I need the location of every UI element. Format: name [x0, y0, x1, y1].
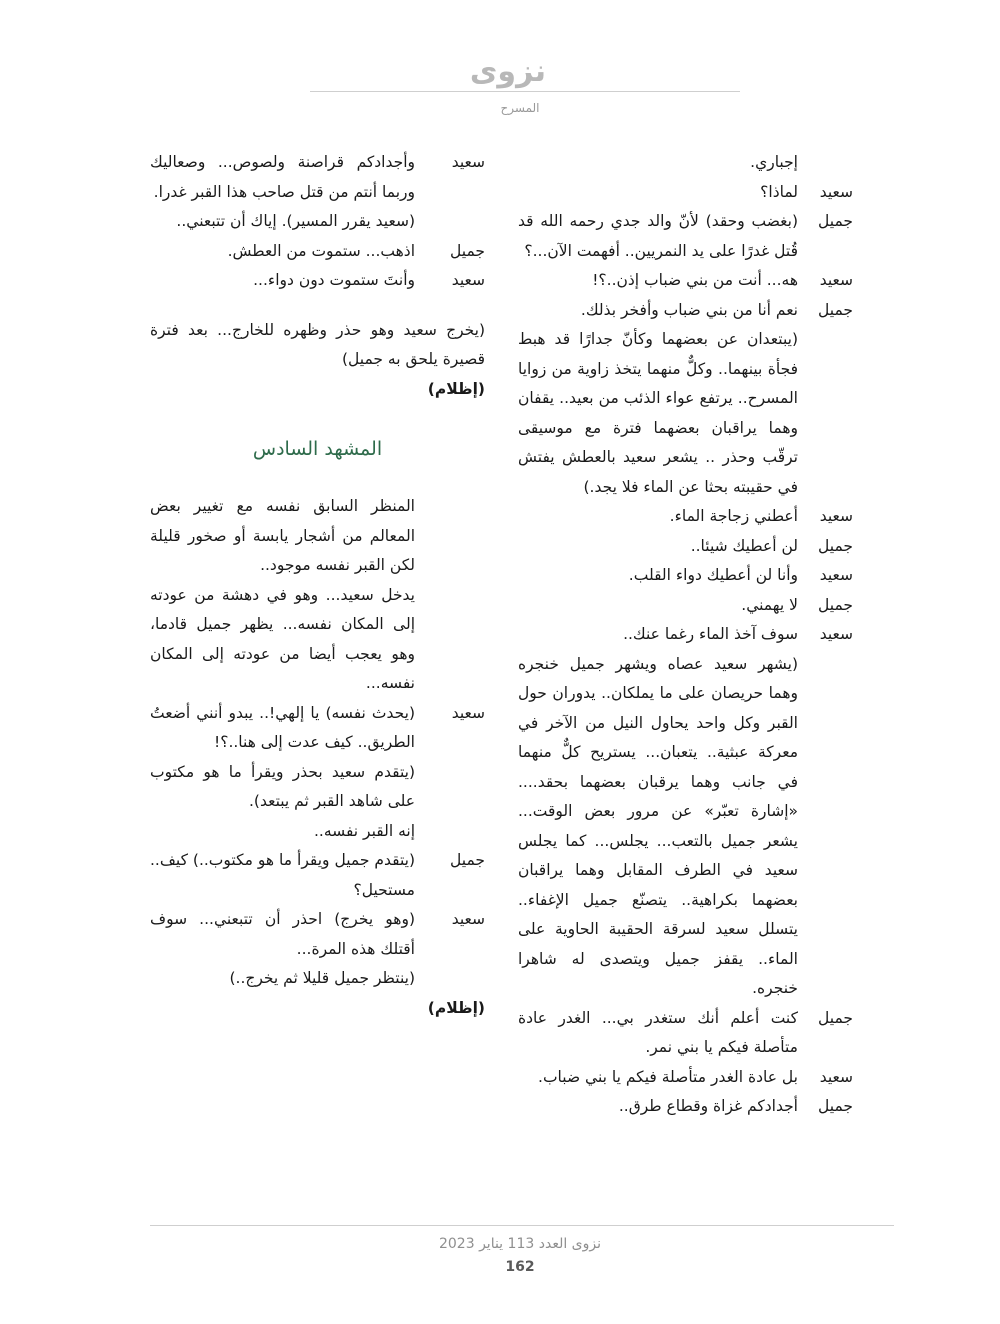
spacer	[150, 296, 485, 316]
speaker-name: جميل	[818, 536, 853, 555]
dialogue-text: أجدادكم غزاة وقطاع طرق..	[618, 1097, 798, 1115]
speaker-name: سعيد	[451, 703, 485, 722]
dialogue-line	[150, 817, 485, 847]
speaker-name: سعيد	[819, 507, 853, 525]
dialogue-text: إجباري.	[750, 153, 798, 171]
speaker-name: سعيد	[451, 271, 485, 289]
dialogue-text: (سعيد يقرر المسير). إياك أن تتبعني..	[176, 212, 415, 230]
dialogue-text: (ينتظر جميل قليلا ثم يخرج..)	[229, 969, 415, 987]
dialogue-line	[150, 207, 485, 237]
speaker-name: جميل	[818, 212, 853, 230]
dialogue-text: (يتقدم سعيد بحذر ويقرأ ما هو مكتوب على شاهد القبر ثم يبتعد).	[150, 762, 415, 810]
header-divider	[310, 91, 740, 92]
dialogue-text: أعطني زجاجة الماء.	[669, 507, 798, 525]
dialogue-line	[150, 758, 485, 817]
fade-out-row	[150, 375, 485, 405]
page-number: 162	[505, 1259, 535, 1275]
dialogue-text: اذهب... ستموت من العطش.	[227, 241, 415, 260]
dialogue-line	[150, 964, 485, 994]
dialogue-line	[150, 581, 485, 699]
dialogue-text: لماذا؟	[760, 182, 798, 201]
dialogue-text: بل عادة الغدر متأصلة فيكم يا بني ضباب.	[538, 1067, 798, 1086]
speaker-name: سعيد	[819, 1067, 853, 1086]
speaker-name: سعيد	[451, 153, 485, 171]
dialogue-line	[518, 1004, 853, 1063]
dialogue-line	[518, 1092, 853, 1122]
magazine-logo: نزوى	[469, 54, 546, 89]
dialogue-text: إنه القبر نفسه..	[313, 821, 415, 840]
stage-direction	[150, 316, 485, 375]
fade-out-row	[150, 994, 485, 1024]
speaker-name: جميل	[818, 595, 853, 614]
speaker-name: جميل	[450, 851, 485, 869]
dialogue-line	[518, 296, 853, 326]
dialogue-line	[518, 178, 853, 208]
left-dialogue-top	[150, 148, 485, 296]
dialogue-line	[518, 325, 853, 502]
speaker-name: جميل	[818, 1008, 853, 1027]
fade-out-label: (إظلام)	[427, 998, 485, 1017]
speaker-name: جميل	[450, 241, 485, 260]
scene-title: المشهد السادس	[252, 438, 383, 460]
issue-label: نزوى العدد 113 يناير 2023	[438, 1236, 602, 1252]
left-dialogue-scene	[150, 492, 485, 994]
dialogue-line	[150, 266, 485, 296]
dialogue-line	[150, 492, 485, 581]
dialogue-text: وأنا لن أعطيك دواء القلب.	[628, 566, 798, 584]
speaker-name: جميل	[818, 300, 853, 319]
dialogue-text: (يشهر سعيد عصاه ويشهر جميل خنجره وهما حريصان على ما يملكان.. يدوران حول القبر وكل واحد يحاول النيل من الآخر في معركة عبثية.. يتعبان... يستريح كلٌّ منهما في جانب وهما يرقبان بعضهما بحقد.... «إشارة تعبّر» عن مرور بعض الوقت... يشعر جميل بالتعب... يجلس... كما يجلس سعيد في الطرف المقابل وهما يراقبان بعضهما بكراهية.. يتصنّع جميل الإغفاء.. يتسلل سعيد لسرقة الحقيبة الحاوية على الماء.. يقفز جميل ويتصدى له شاهرا خنجره.	[518, 654, 798, 997]
dialogue-text: (بغضب وحقد) لأنّ والد جدي رحمه الله قد قُتل غدرًا على يد النمريين.. أفهمت الآن...؟	[518, 212, 798, 260]
footer-divider	[150, 1225, 894, 1226]
speaker-name: سعيد	[819, 566, 853, 584]
dialogue-line	[518, 148, 853, 178]
dialogue-line	[150, 237, 485, 267]
speaker-name: جميل	[818, 1097, 853, 1115]
dialogue-text: كنت أعلم أنك ستغدر بي... الغدر عادة متأصلة فيكم يا بني نمر.	[518, 1008, 798, 1056]
section-name: المسرح	[500, 101, 540, 115]
dialogue-line	[518, 650, 853, 1004]
dialogue-text: المنظر السابق نفسه مع تغيير بعض المعالم من أشجار يابسة أو صخور قليلة لكن القبر نفسه موجود..	[150, 497, 415, 574]
dialogue-line	[518, 1063, 853, 1093]
dialogue-text: هه... أنت من بني ضباب إذن..؟!	[592, 271, 798, 289]
dialogue-text: (يتقدم جميل ويقرأ ما هو مكتوب..) كيف.. مستحيل؟	[150, 851, 415, 899]
dialogue-line	[518, 207, 853, 266]
fade-out-label: (إظلام)	[427, 379, 485, 398]
dialogue-text: يدخل سعيد... وهو في دهشة من عودته إلى المكان نفسه... يظهر جميل قادما، وهو يعجب أيضا من عودته إلى المكان نفسه...	[150, 585, 415, 692]
dialogue-text: لن أعطيك شيئا..	[690, 536, 798, 555]
speaker-name: سعيد	[451, 910, 485, 928]
dialogue-text: (يبتعدان عن بعضهما وكأنّ جدارًا قد هبط فجأة بينهما.. وكلٌّ منهما يتخذ زاوية من زوايا المسرح.. يرتفع عواء الذئب من بعيد.. يقفان وهما يراقبان بعضهما فترة مع موسيقى ترقّب وحذر .. يشعر سعيد بالعطش يفتش في حقيبته بحثا عن الماء فلا يجد.)	[518, 330, 798, 496]
dialogue-text: سوف آخذ الماء رغما عنك..	[623, 625, 798, 643]
dialogue-line	[518, 266, 853, 296]
dialogue-text: وأجدادكم قراصنة ولصوص... وصعاليك وربما أنتم من قتل صاحب هذا القبر غدرا.	[150, 153, 415, 201]
dialogue-line	[150, 699, 485, 758]
speaker-name: سعيد	[819, 182, 853, 201]
stage-direction-text: (يخرج سعيد وهو حذر وظهره للخارج... بعد فترة قصيرة يلحق به جميل)	[150, 320, 485, 368]
dialogue-text: (يحدث نفسه) يا إلهي!.. يبدو أنني أضعتُ الطريق.. كيف عدت إلى هنا..؟!	[150, 703, 415, 751]
dialogue-line	[150, 905, 485, 964]
dialogue-text: وأنتَ ستموت دون دواء...	[253, 271, 415, 289]
speaker-name: سعيد	[819, 625, 853, 643]
right-column	[518, 148, 853, 1122]
dialogue-line	[518, 502, 853, 532]
dialogue-line	[518, 532, 853, 562]
dialogue-line	[518, 620, 853, 650]
dialogue-line	[518, 561, 853, 591]
dialogue-text: لا يهمني.	[741, 595, 798, 614]
speaker-name: سعيد	[819, 271, 853, 289]
dialogue-text: (وهو يخرج) احذر أن تتبعني... سوف أقتلك هذه المرة...	[150, 910, 415, 958]
page-header	[0, 0, 1000, 130]
dialogue-line	[150, 846, 485, 905]
dialogue-line	[150, 148, 485, 207]
dialogue-text: نعم أنا من بني ضباب وأفخر بذلك.	[580, 300, 798, 319]
left-column	[150, 148, 485, 1023]
dialogue-line	[518, 591, 853, 621]
